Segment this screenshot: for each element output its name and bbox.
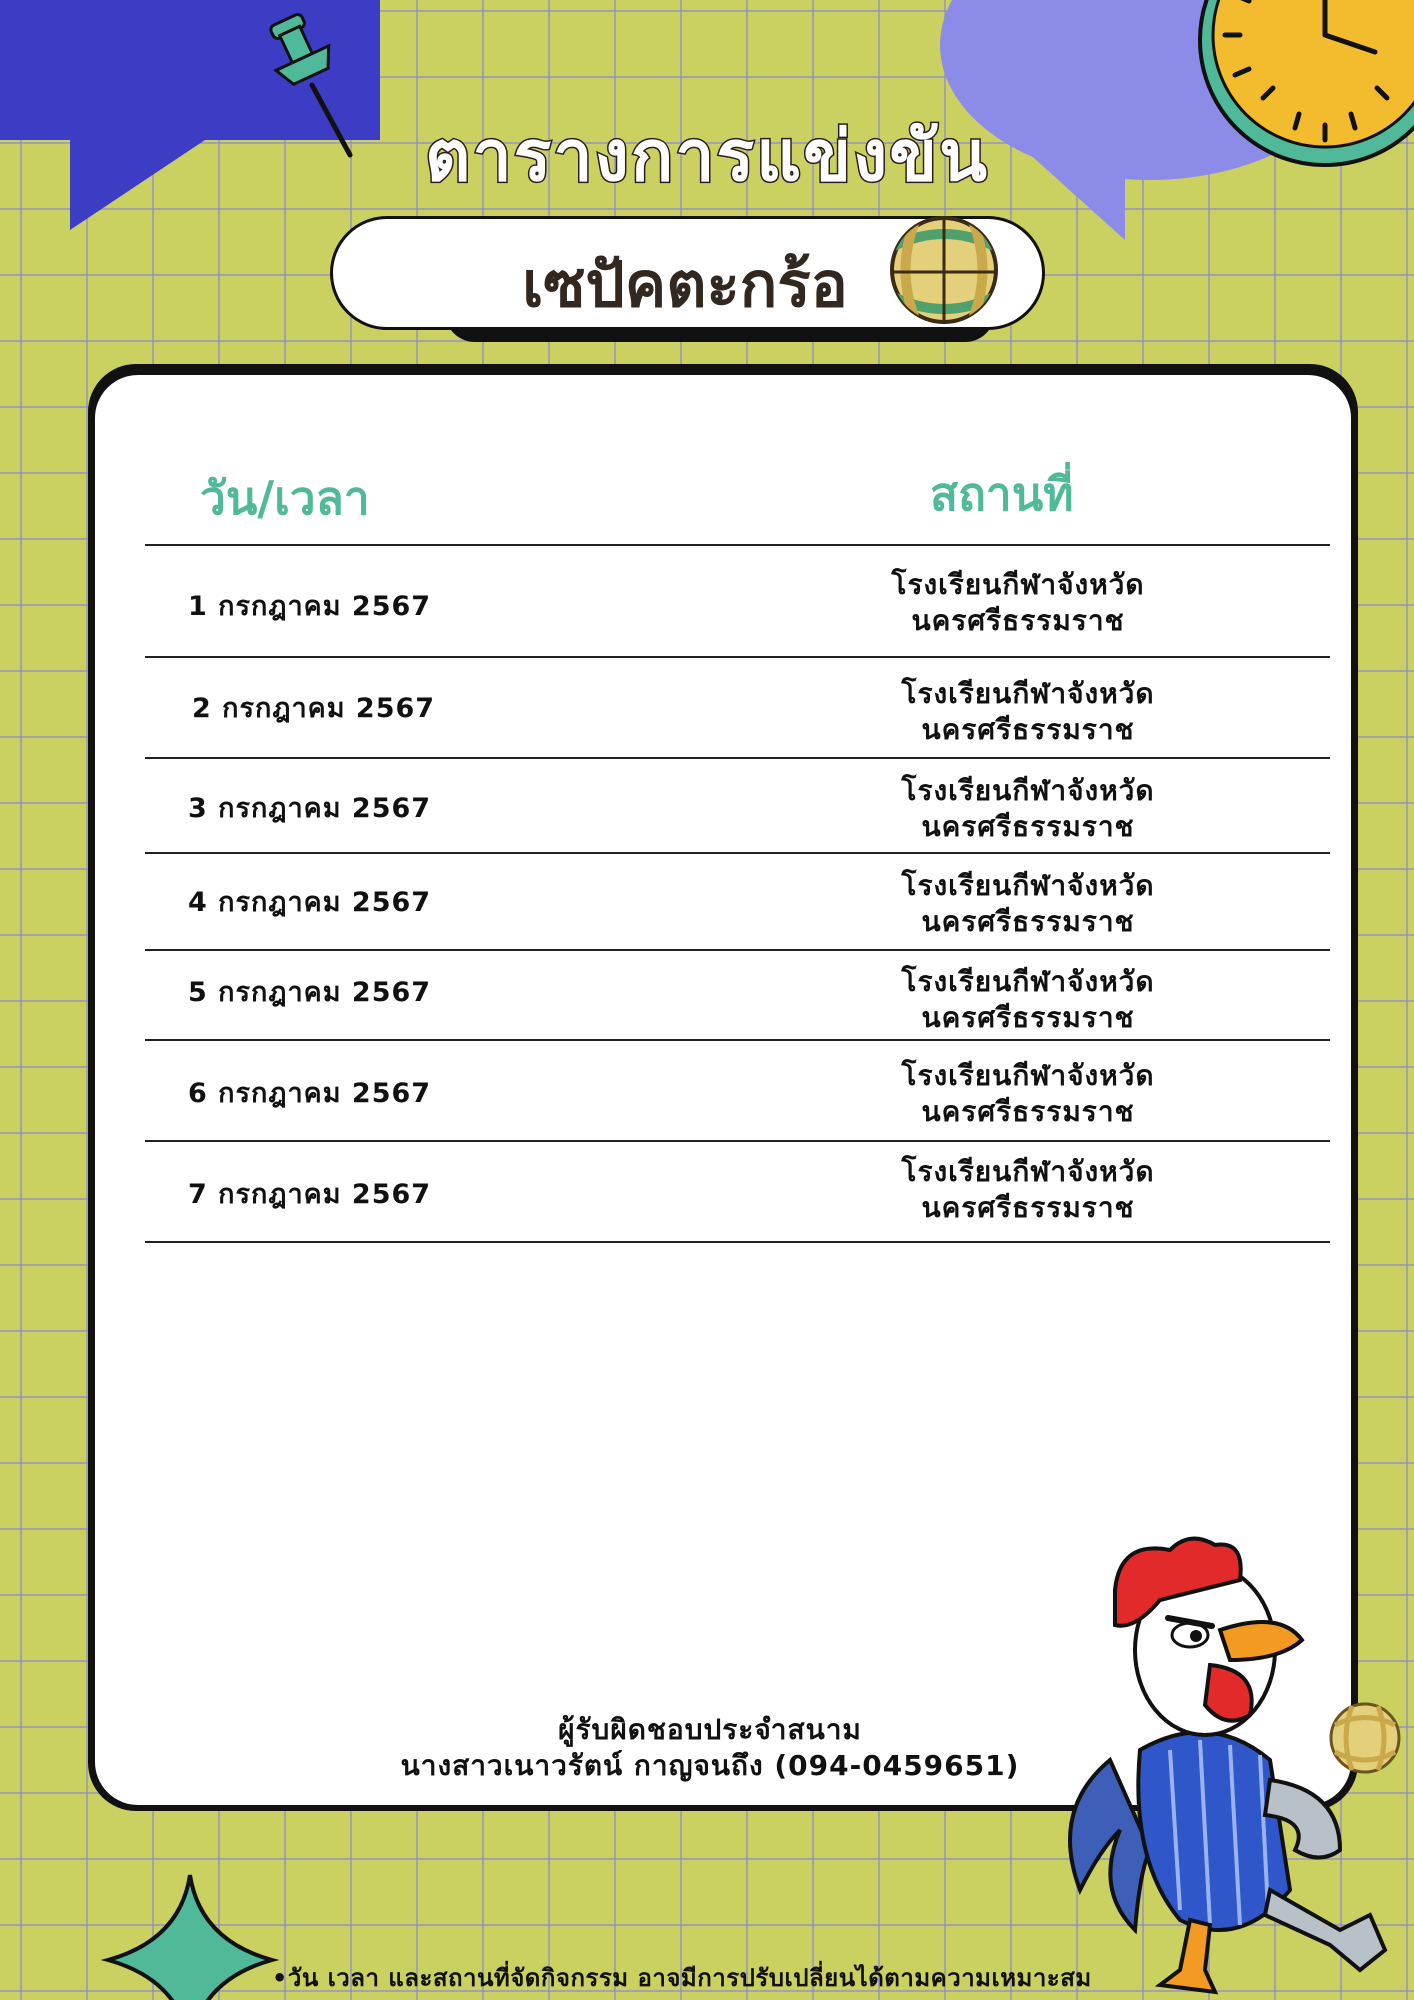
responsible-contact [300, 1712, 1120, 1784]
venue-line-2: นครศรีธรรมราช [921, 1095, 1135, 1128]
column-header-venue: สถานที่ [930, 467, 1074, 521]
row-venue [818, 773, 1238, 845]
rooster-mascot [1040, 1530, 1414, 2000]
row-date: 5 กรกฎาคม 2567 [188, 977, 432, 1008]
row-venue [808, 567, 1228, 639]
row-date: 7 กรกฎาคม 2567 [188, 1179, 432, 1210]
venue-line-1: โรงเรียนกีฬาจังหวัด [901, 677, 1155, 710]
venue-line-2: นครศรีธรรมราช [921, 810, 1135, 843]
table-divider [145, 544, 1330, 546]
row-date: 3 กรกฎาคม 2567 [188, 793, 432, 824]
row-date: 2 กรกฎาคม 2567 [192, 693, 436, 724]
row-venue [818, 964, 1238, 1036]
row-venue [818, 1154, 1238, 1226]
venue-line-1: โรงเรียนกีฬาจังหวัด [901, 1155, 1155, 1188]
table-divider [145, 1241, 1330, 1243]
sparkle-star-icon [100, 1870, 280, 2000]
row-date: 6 กรกฎาคม 2567 [188, 1078, 432, 1109]
venue-line-2: นครศรีธรรมราช [921, 1191, 1135, 1224]
takraw-ball-icon [888, 214, 1000, 326]
venue-line-1: โรงเรียนกีฬาจังหวัด [901, 774, 1155, 807]
venue-line-1: โรงเรียนกีฬาจังหวัด [891, 568, 1145, 601]
venue-line-2: นครศรีธรรมราช [921, 713, 1135, 746]
venue-line-2: นครศรีธรรมราช [921, 1001, 1135, 1034]
responsible-label: ผู้รับผิดชอบประจำสนาม [558, 1713, 862, 1746]
venue-line-1: โรงเรียนกีฬาจังหวัด [901, 965, 1155, 998]
row-venue [818, 676, 1238, 748]
venue-line-2: นครศรีธรรมราช [921, 905, 1135, 938]
footnote: •วัน เวลา และสถานที่จัดกิจกรรม อาจมีการปรับเปลี่ยนได้ตามความเหมาะสม [272, 1964, 1092, 1992]
table-divider [145, 1140, 1330, 1142]
table-divider [145, 656, 1330, 658]
table-divider [145, 757, 1330, 759]
page-subtitle: เซปัคตะกร้อ [522, 248, 848, 321]
table-divider [145, 949, 1330, 951]
row-venue [818, 1058, 1238, 1130]
page-title: ตารางการแข่งขัน [425, 115, 989, 197]
row-date: 4 กรกฎาคม 2567 [188, 887, 432, 918]
row-date: 1 กรกฎาคม 2567 [188, 591, 432, 622]
column-header-date: วัน/เวลา [200, 471, 370, 525]
table-divider [145, 1039, 1330, 1041]
venue-line-2: นครศรีธรรมราช [911, 604, 1125, 637]
responsible-name: นางสาวเนาวรัตน์ กาญจนถึง (094-0459651) [400, 1749, 1020, 1782]
row-venue [818, 868, 1238, 940]
venue-line-1: โรงเรียนกีฬาจังหวัด [901, 869, 1155, 902]
table-divider [145, 852, 1330, 854]
venue-line-1: โรงเรียนกีฬาจังหวัด [901, 1059, 1155, 1092]
